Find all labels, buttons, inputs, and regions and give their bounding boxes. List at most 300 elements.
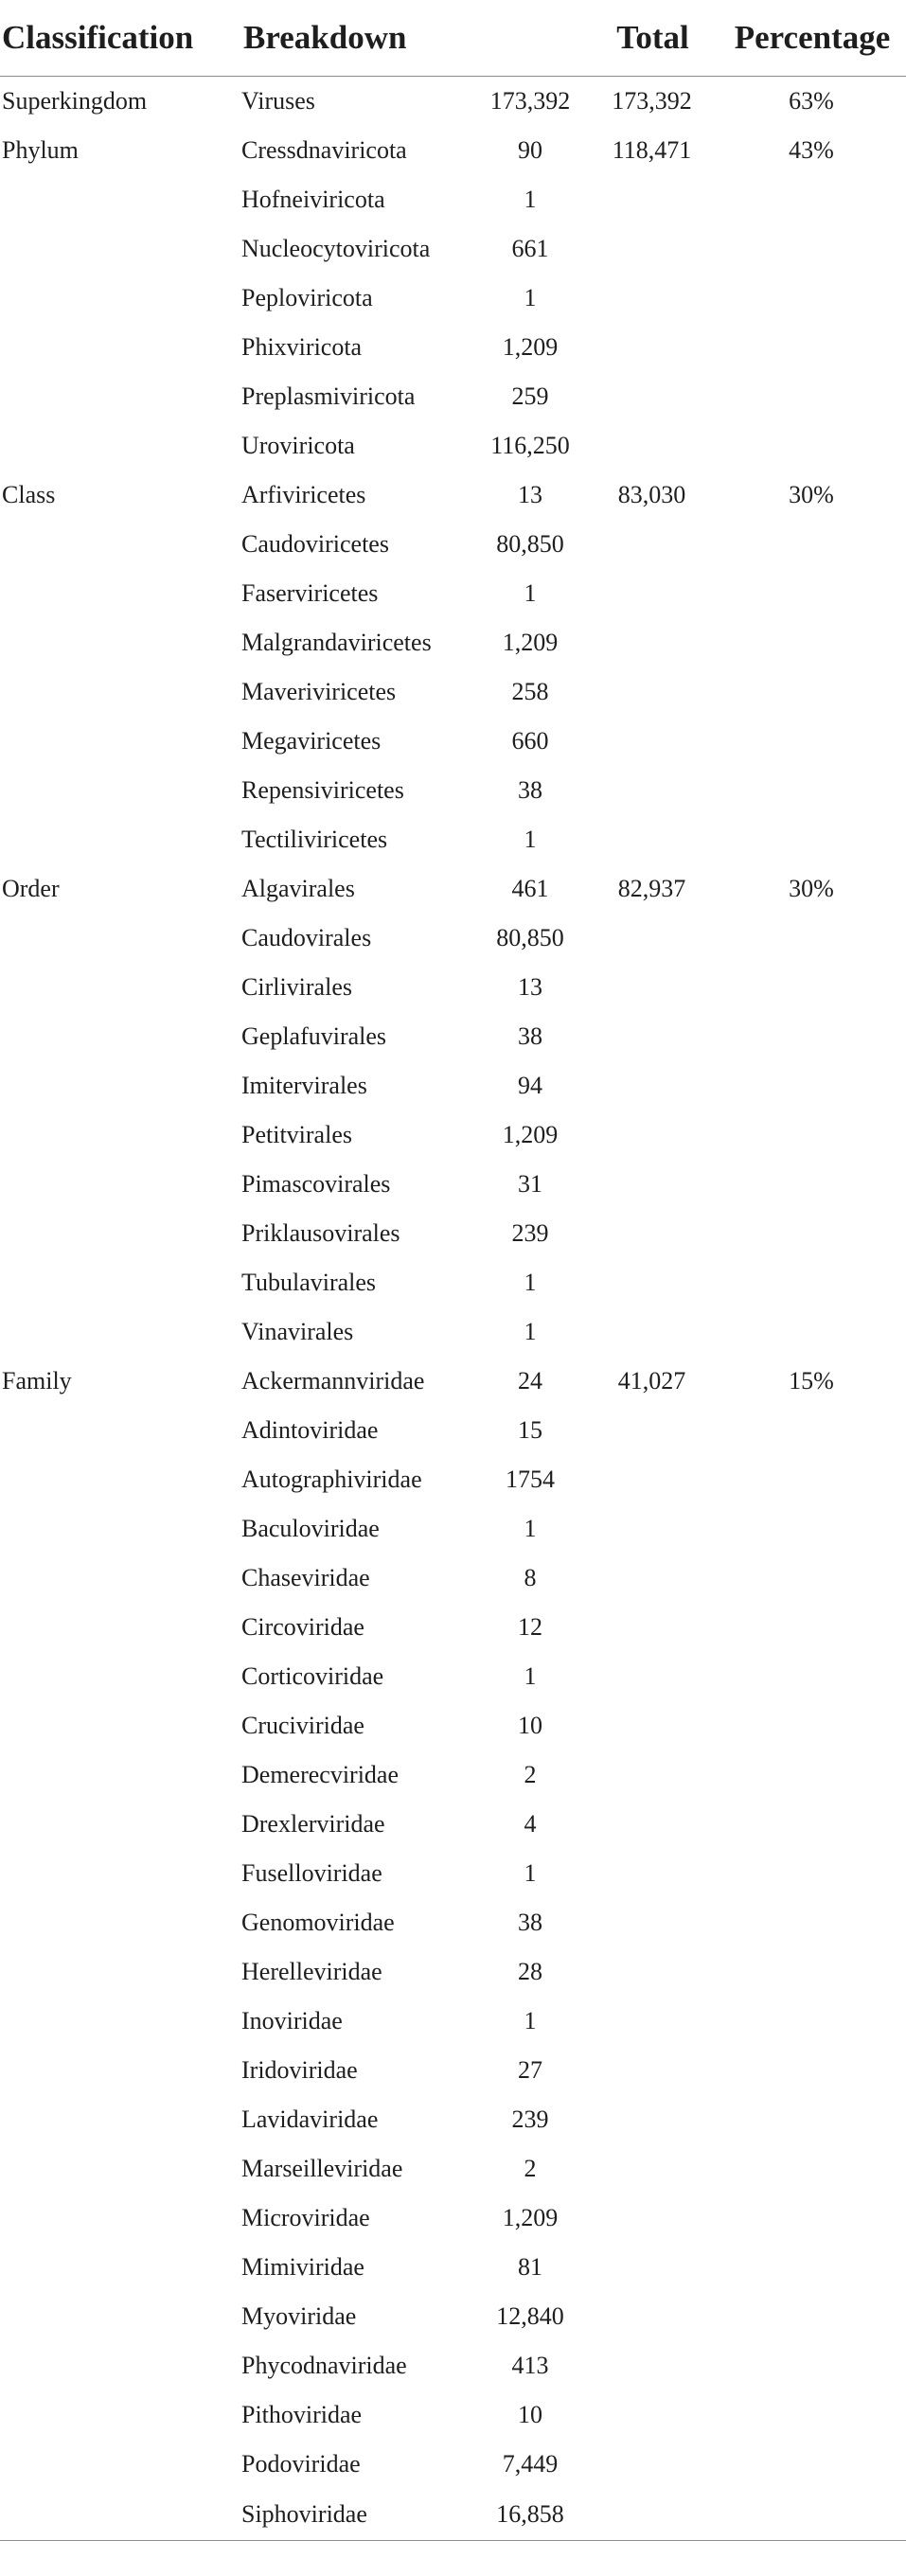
table-row — [0, 1997, 906, 2046]
cell-classification — [0, 1209, 241, 1258]
cell-count: 461 — [511, 875, 549, 902]
cell-breakdown: Priklausovirales — [241, 1219, 400, 1247]
cell-count: 413 — [511, 2352, 549, 2379]
cell-total — [587, 2194, 717, 2243]
cell-percentage — [717, 766, 906, 815]
table-row — [0, 2144, 906, 2194]
cell-percentage — [717, 1750, 906, 1800]
cell-breakdown: Faserviricetes — [241, 579, 379, 607]
cell-breakdown: Ackermannviridae — [241, 1367, 425, 1395]
cell-total — [587, 766, 717, 815]
cell-count: 661 — [511, 235, 549, 262]
cell-total — [587, 1603, 717, 1652]
cell-classification — [0, 1110, 241, 1160]
cell-total — [587, 1947, 717, 1997]
table-row — [0, 1554, 906, 1603]
cell-classification — [0, 1997, 241, 2046]
cell-breakdown: Petitvirales — [241, 1121, 352, 1148]
cell-total — [587, 914, 717, 963]
table-row — [0, 77, 906, 127]
cell-total — [587, 1898, 717, 1947]
cell-classification — [0, 2194, 241, 2243]
cell-percentage — [717, 667, 906, 717]
cell-percentage: 43% — [789, 136, 834, 164]
cell-breakdown: Fuselloviridae — [241, 1859, 382, 1887]
cell-percentage — [717, 1603, 906, 1652]
cell-count: 38 — [518, 1909, 542, 1936]
table-row — [0, 1849, 906, 1898]
cell-classification — [0, 2144, 241, 2194]
cell-percentage — [717, 1406, 906, 1455]
cell-classification — [0, 2243, 241, 2292]
table-row — [0, 1455, 906, 1504]
cell-total — [587, 1307, 717, 1357]
table-row — [0, 2095, 906, 2144]
cell-breakdown: Nucleocytoviricota — [241, 235, 431, 262]
cell-percentage — [717, 1800, 906, 1849]
cell-total — [587, 1110, 717, 1160]
cell-breakdown: Hofneiviricota — [241, 186, 385, 213]
cell-percentage — [717, 323, 906, 372]
cell-count: 38 — [518, 776, 542, 804]
cell-classification — [0, 372, 241, 421]
table-row — [0, 175, 906, 224]
cell-total — [587, 1455, 717, 1504]
cell-count: 7,449 — [502, 2450, 559, 2478]
cell-total — [587, 963, 717, 1012]
cell-breakdown: Malgrandaviricetes — [241, 629, 432, 656]
cell-classification — [0, 323, 241, 372]
cell-total: 173,392 — [612, 87, 692, 115]
cell-classification: Class — [2, 481, 56, 508]
cell-percentage — [717, 1209, 906, 1258]
cell-total — [587, 1652, 717, 1701]
table-row — [0, 1258, 906, 1307]
cell-breakdown: Circoviridae — [241, 1613, 364, 1641]
cell-count: 239 — [511, 2105, 549, 2133]
cell-classification — [0, 1800, 241, 1849]
cell-percentage — [717, 2390, 906, 2440]
cell-percentage — [717, 2341, 906, 2390]
table-row — [0, 815, 906, 864]
cell-classification — [0, 569, 241, 618]
cell-count: 8 — [524, 1564, 537, 1591]
table-row — [0, 1898, 906, 1947]
cell-total — [587, 1209, 717, 1258]
cell-classification — [0, 2440, 241, 2489]
cell-classification — [0, 667, 241, 717]
cell-classification — [0, 2046, 241, 2095]
table-row — [0, 2046, 906, 2095]
cell-total — [587, 1160, 717, 1209]
cell-count: 80,850 — [496, 924, 564, 951]
cell-percentage — [717, 2292, 906, 2341]
table-row — [0, 2390, 906, 2440]
cell-count: 259 — [511, 382, 549, 410]
cell-total — [587, 1504, 717, 1554]
cell-total — [587, 1750, 717, 1800]
cell-classification — [0, 1307, 241, 1357]
table-row — [0, 1800, 906, 1849]
cell-breakdown: Phycodnaviridae — [241, 2352, 407, 2379]
cell-classification — [0, 1160, 241, 1209]
cell-classification — [0, 1652, 241, 1701]
cell-total — [587, 1406, 717, 1455]
cell-classification — [0, 1061, 241, 1110]
cell-total — [587, 2095, 717, 2144]
cell-breakdown: Phixviricota — [241, 333, 363, 361]
cell-classification — [0, 1406, 241, 1455]
header-classification: Classification — [0, 0, 241, 77]
cell-count: 10 — [518, 2401, 542, 2428]
cell-breakdown: Preplasmiviricota — [241, 382, 416, 410]
cell-classification — [0, 1603, 241, 1652]
cell-classification — [0, 914, 241, 963]
cell-percentage — [717, 1554, 906, 1603]
cell-percentage — [717, 1898, 906, 1947]
cell-breakdown: Mimiviridae — [241, 2253, 364, 2281]
header-row — [0, 0, 906, 77]
cell-breakdown: Pithoviridae — [241, 2401, 363, 2428]
cell-count: 1 — [524, 1269, 537, 1296]
cell-classification — [0, 717, 241, 766]
cell-breakdown: Siphoviridae — [241, 2489, 473, 2541]
cell-percentage — [717, 1061, 906, 1110]
cell-count: 1,209 — [502, 1121, 559, 1148]
table-row — [0, 372, 906, 421]
cell-total: 118,471 — [612, 136, 692, 164]
cell-percentage — [717, 1504, 906, 1554]
cell-count: 16,858 — [473, 2489, 587, 2541]
cell-breakdown: Uroviricota — [241, 432, 355, 459]
cell-percentage — [717, 1307, 906, 1357]
cell-classification — [0, 1455, 241, 1504]
table-row — [0, 1603, 906, 1652]
cell-classification — [0, 1012, 241, 1061]
cell-breakdown: Tubulavirales — [241, 1269, 377, 1296]
cell-percentage — [717, 175, 906, 224]
cell-breakdown: Autographiviridae — [241, 1466, 422, 1493]
cell-breakdown: Viruses — [241, 87, 315, 115]
table-row — [0, 274, 906, 323]
cell-total — [587, 2046, 717, 2095]
table-row — [0, 224, 906, 274]
header-total: Total — [587, 0, 717, 77]
cell-total — [587, 1061, 717, 1110]
cell-breakdown: Megaviricetes — [241, 727, 382, 755]
cell-breakdown: Algavirales — [241, 875, 355, 902]
cell-total — [587, 2390, 717, 2440]
table-row — [0, 914, 906, 963]
cell-count: 1 — [524, 186, 537, 213]
cell-classification — [0, 2292, 241, 2341]
table-row — [0, 717, 906, 766]
cell-count: 1 — [524, 2007, 537, 2034]
table-row — [0, 618, 906, 667]
cell-percentage — [717, 1012, 906, 1061]
cell-count: 13 — [518, 481, 542, 508]
cell-classification — [0, 1750, 241, 1800]
cell-count: 38 — [518, 1022, 542, 1050]
table-row — [0, 667, 906, 717]
cell-count: 13 — [518, 973, 542, 1001]
cell-classification — [0, 274, 241, 323]
cell-total — [587, 1849, 717, 1898]
cell-classification — [0, 815, 241, 864]
table-row — [0, 471, 906, 520]
cell-count: 1754 — [506, 1466, 555, 1493]
cell-classification: Superkingdom — [2, 87, 148, 115]
cell-percentage — [717, 2095, 906, 2144]
cell-breakdown: Cressdnaviricota — [241, 136, 407, 164]
cell-classification — [0, 175, 241, 224]
cell-classification — [0, 1554, 241, 1603]
cell-breakdown: Myoviridae — [241, 2302, 357, 2330]
cell-percentage — [717, 1997, 906, 2046]
header-breakdown: Breakdown — [241, 0, 473, 77]
cell-total — [587, 2489, 717, 2541]
cell-count: 24 — [518, 1367, 542, 1395]
cell-breakdown: Demerecviridae — [241, 1761, 400, 1788]
cell-total — [587, 2440, 717, 2489]
cell-total — [587, 2341, 717, 2390]
cell-breakdown: Caudoviricetes — [241, 530, 389, 558]
table-row — [0, 1750, 906, 1800]
table-row — [0, 1947, 906, 1997]
cell-count: 2 — [524, 2155, 537, 2182]
cell-breakdown: Adintoviridae — [241, 1416, 379, 1444]
cell-percentage — [717, 372, 906, 421]
cell-classification — [0, 224, 241, 274]
cell-classification — [0, 1898, 241, 1947]
table-row — [0, 2341, 906, 2390]
cell-percentage — [717, 569, 906, 618]
table-row — [0, 2440, 906, 2489]
cell-percentage — [717, 914, 906, 963]
cell-classification — [0, 2390, 241, 2440]
cell-percentage — [717, 1110, 906, 1160]
table-row — [0, 1110, 906, 1160]
cell-percentage — [717, 815, 906, 864]
cell-breakdown: Caudovirales — [241, 924, 372, 951]
cell-breakdown: Cirlivirales — [241, 973, 352, 1001]
cell-percentage — [717, 2046, 906, 2095]
cell-classification — [0, 1504, 241, 1554]
cell-total — [587, 372, 717, 421]
cell-total — [587, 569, 717, 618]
cell-breakdown: Repensiviricetes — [241, 776, 404, 804]
cell-count: 80,850 — [496, 530, 564, 558]
cell-breakdown: Genomoviridae — [241, 1909, 395, 1936]
cell-percentage: 30% — [789, 875, 834, 902]
cell-count: 81 — [518, 2253, 542, 2281]
cell-total — [587, 175, 717, 224]
cell-count: 31 — [518, 1170, 542, 1198]
cell-count: 15 — [518, 1416, 542, 1444]
cell-breakdown: Peploviricota — [241, 284, 373, 311]
cell-breakdown: Baculoviridae — [241, 1515, 380, 1542]
cell-percentage — [717, 2194, 906, 2243]
cell-breakdown: Imitervirales — [241, 1072, 367, 1099]
cell-percentage — [717, 2144, 906, 2194]
cell-count: 1 — [524, 579, 537, 607]
table-row — [0, 2243, 906, 2292]
cell-total — [587, 1012, 717, 1061]
cell-total — [587, 2144, 717, 2194]
cell-percentage — [717, 2489, 906, 2541]
table-row — [0, 1160, 906, 1209]
table-row — [0, 1701, 906, 1750]
cell-breakdown: Geplafuvirales — [241, 1022, 387, 1050]
cell-classification — [0, 766, 241, 815]
cell-total — [587, 1554, 717, 1603]
table-row — [0, 126, 906, 175]
cell-total — [587, 815, 717, 864]
cell-breakdown: Lavidaviridae — [241, 2105, 379, 2133]
table-row — [0, 766, 906, 815]
cell-percentage: 15% — [789, 1367, 834, 1395]
cell-count: 1,209 — [502, 629, 559, 656]
cell-classification — [0, 2489, 241, 2541]
cell-count: 239 — [511, 1219, 549, 1247]
cell-percentage — [717, 2243, 906, 2292]
cell-breakdown: Iridoviridae — [241, 2056, 358, 2084]
cell-count: 1 — [524, 826, 537, 853]
cell-percentage — [717, 520, 906, 569]
cell-total — [587, 1701, 717, 1750]
cell-percentage — [717, 618, 906, 667]
cell-total — [587, 618, 717, 667]
cell-count: 1,209 — [502, 333, 559, 361]
cell-total — [587, 2292, 717, 2341]
cell-breakdown: Chaseviridae — [241, 1564, 370, 1591]
table-row — [0, 1012, 906, 1061]
cell-count: 4 — [524, 1810, 537, 1838]
cell-percentage — [717, 1947, 906, 1997]
table-row — [0, 2194, 906, 2243]
cell-classification — [0, 1701, 241, 1750]
cell-total — [587, 1997, 717, 2046]
cell-count: 94 — [518, 1072, 542, 1099]
cell-count: 1 — [524, 284, 537, 311]
cell-breakdown: Inoviridae — [241, 2007, 343, 2034]
table-row — [0, 1406, 906, 1455]
cell-total — [587, 1800, 717, 1849]
cell-count: 116,250 — [490, 432, 570, 459]
header-count — [473, 0, 587, 77]
cell-breakdown: Herelleviridae — [241, 1958, 382, 1985]
cell-breakdown: Podoviridae — [241, 2450, 361, 2478]
cell-count: 2 — [524, 1761, 537, 1788]
cell-total — [587, 274, 717, 323]
table-row — [0, 2489, 906, 2541]
cell-count: 258 — [511, 678, 549, 705]
cell-breakdown: Drexlerviridae — [241, 1810, 385, 1838]
table-row — [0, 520, 906, 569]
table-header — [0, 0, 906, 77]
cell-breakdown: Tectiliviricetes — [241, 826, 388, 853]
cell-classification — [0, 1947, 241, 1997]
cell-total: 82,937 — [617, 875, 686, 902]
cell-total — [587, 2243, 717, 2292]
cell-total — [587, 717, 717, 766]
table-row — [0, 1357, 906, 1406]
cell-count: 27 — [518, 2056, 542, 2084]
table-row — [0, 963, 906, 1012]
table-row — [0, 2292, 906, 2341]
table-row — [0, 1061, 906, 1110]
cell-count: 1 — [524, 1515, 537, 1542]
cell-classification — [0, 520, 241, 569]
cell-percentage — [717, 1652, 906, 1701]
cell-classification — [0, 2095, 241, 2144]
cell-percentage: 30% — [789, 481, 834, 508]
table-row — [0, 864, 906, 914]
cell-total: 41,027 — [617, 1367, 686, 1395]
cell-percentage — [717, 2440, 906, 2489]
cell-percentage — [717, 1849, 906, 1898]
cell-percentage: 63% — [789, 87, 834, 115]
cell-classification: Order — [2, 875, 60, 902]
table-row — [0, 421, 906, 471]
table-body — [0, 77, 906, 2541]
cell-breakdown: Arfiviricetes — [241, 481, 366, 508]
cell-count: 1,209 — [502, 2204, 559, 2231]
cell-breakdown: Corticoviridae — [241, 1662, 384, 1690]
cell-percentage — [717, 1160, 906, 1209]
cell-total — [587, 224, 717, 274]
cell-count: 1 — [524, 1662, 537, 1690]
cell-total — [587, 421, 717, 471]
cell-total — [587, 1258, 717, 1307]
cell-count: 28 — [518, 1958, 542, 1985]
cell-classification — [0, 1258, 241, 1307]
cell-percentage — [717, 717, 906, 766]
cell-percentage — [717, 224, 906, 274]
cell-percentage — [717, 421, 906, 471]
table-row — [0, 569, 906, 618]
cell-count: 10 — [518, 1712, 542, 1739]
table-row — [0, 323, 906, 372]
cell-total — [587, 323, 717, 372]
cell-classification — [0, 2341, 241, 2390]
cell-classification — [0, 1849, 241, 1898]
cell-total — [587, 520, 717, 569]
cell-percentage — [717, 1455, 906, 1504]
cell-percentage — [717, 274, 906, 323]
cell-count: 1 — [524, 1859, 537, 1887]
cell-percentage — [717, 1701, 906, 1750]
cell-breakdown: Cruciviridae — [241, 1712, 364, 1739]
cell-count: 173,392 — [489, 87, 571, 115]
cell-classification: Family — [2, 1367, 72, 1395]
cell-breakdown: Maveriviricetes — [241, 678, 397, 705]
cell-breakdown: Marseilleviridae — [241, 2155, 403, 2182]
cell-count: 12 — [518, 1613, 542, 1641]
cell-classification: Phylum — [2, 136, 79, 164]
cell-count: 12,840 — [496, 2302, 564, 2330]
cell-breakdown: Microviridae — [241, 2204, 370, 2231]
cell-percentage — [717, 963, 906, 1012]
cell-classification — [0, 421, 241, 471]
table-row — [0, 1307, 906, 1357]
header-percentage: Percentage — [717, 0, 906, 77]
cell-count: 660 — [511, 727, 549, 755]
cell-total — [587, 667, 717, 717]
cell-classification — [0, 963, 241, 1012]
cell-breakdown: Vinavirales — [241, 1318, 354, 1345]
cell-percentage — [717, 1258, 906, 1307]
